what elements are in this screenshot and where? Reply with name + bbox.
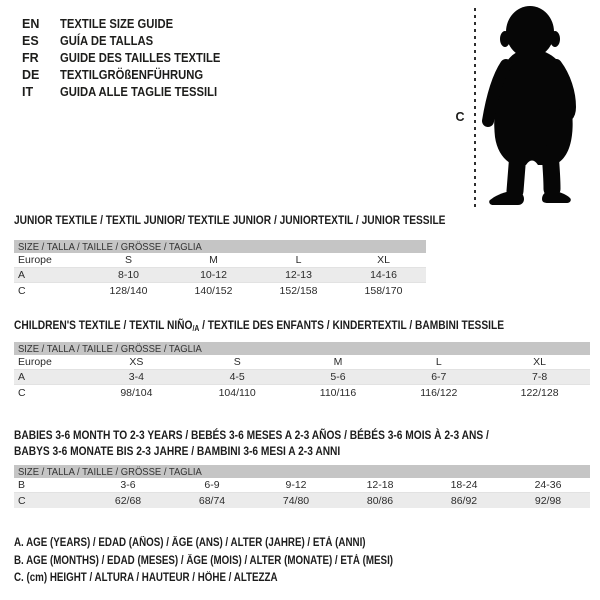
table-cell: M	[333, 356, 343, 368]
table-cell: S	[233, 356, 241, 368]
size-header-bar	[14, 240, 426, 253]
table-cell: 12-13	[285, 269, 312, 281]
table-cell: 8-10	[117, 269, 139, 281]
table-title-text	[14, 318, 504, 334]
table-row-b	[14, 478, 590, 493]
table-title-text: BABYS 3-6 MONATE BIS 2-3 JAHRE / BAMBINI 3-6 MESI A 2-3 ANNI	[14, 444, 341, 458]
table-cell: B	[18, 479, 26, 491]
table-cell: 140/152	[194, 284, 233, 297]
table-cell: 7-8	[532, 371, 548, 383]
table-cell: C	[18, 284, 26, 297]
language-row-fr	[22, 49, 238, 66]
table-cell: C	[18, 386, 26, 399]
section-babies	[14, 427, 590, 508]
table-cell: XL	[377, 254, 390, 266]
table-cell: S	[124, 254, 132, 266]
table-cell: 68/74	[198, 494, 226, 507]
table-cell: 10-12	[200, 269, 227, 281]
table-cell: 152/158	[279, 284, 318, 297]
footnote-c	[14, 570, 460, 588]
footnote-text: C. (cm) HEIGHT / ALTURA / HAUTEUR / HÖHE / ALTEZZA	[14, 572, 278, 584]
language-label: GUIDE DES TAILLES TEXTILE	[60, 50, 221, 65]
table-row-a	[14, 370, 590, 385]
table-cell: 98/104	[120, 386, 153, 399]
table-cell: 3-4	[128, 371, 144, 383]
children-table	[14, 342, 590, 400]
table-title-babies-line2	[14, 443, 590, 459]
table-cell: L	[295, 254, 302, 266]
table-row-c	[14, 283, 426, 298]
footnote-b	[14, 553, 460, 571]
title-suffix: / TEXTILE DES ENFANTS / KINDERTEXTIL / BAMBINI TESSILE	[199, 318, 504, 332]
table-cell: 110/116	[319, 386, 357, 399]
size-header-bar	[14, 342, 590, 355]
table-cell: 6-9	[204, 479, 220, 491]
table-cell: XS	[129, 356, 144, 368]
table-row-europe	[14, 355, 590, 370]
table-title-text: BABIES 3-6 MONTH TO 2-3 YEARS / BEBÉS 3-6 MESES A 2-3 AÑOS / BÉBÉS 3-6 MOIS À 2-3 ANS /	[14, 428, 489, 442]
size-header-bar	[14, 465, 590, 478]
table-row-c	[14, 493, 590, 508]
table-row-a	[14, 268, 426, 283]
size-header-text: SIZE / TALLA / TAILLE / GRÖSSE / TAGLIA	[18, 240, 202, 253]
footnote-text: A. AGE (YEARS) / EDAD (AÑOS) / ÂGE (ANS) / ALTER (JAHRE) / ETÀ (ANNI)	[14, 537, 366, 549]
table-cell: 74/80	[282, 494, 310, 507]
table-cell: 92/98	[534, 494, 562, 507]
language-code: IT	[22, 84, 34, 99]
language-label: GUÍA DE TALLAS	[60, 33, 154, 48]
table-cell: 122/128	[520, 386, 559, 399]
table-cell: M	[209, 254, 218, 266]
language-list	[22, 15, 238, 100]
table-cell: 128/140	[109, 284, 148, 297]
title-subscript: /A	[192, 324, 200, 333]
footnotes	[14, 535, 460, 588]
language-row-en	[22, 15, 238, 32]
junior-table	[14, 240, 426, 298]
table-title-text: JUNIOR TEXTILE / TEXTIL JUNIOR/ TEXTILE JUNIOR / JUNIORTEXTIL / JUNIOR TESSILE	[14, 213, 446, 227]
table-cell: A	[18, 371, 26, 383]
table-title-babies-line1	[14, 427, 590, 443]
table-row-c	[14, 385, 590, 400]
title-prefix: CHILDREN'S TEXTILE / TEXTIL NIÑO	[14, 318, 193, 332]
table-cell: 3-6	[120, 479, 136, 491]
babies-table	[14, 465, 590, 508]
table-cell: 62/68	[114, 494, 142, 507]
language-row-es	[22, 32, 238, 49]
table-row-europe	[14, 253, 426, 268]
language-label: TEXTILGRÖßENFÜHRUNG	[60, 67, 204, 82]
table-cell: 86/92	[450, 494, 478, 507]
table-cell: A	[18, 269, 26, 281]
table-cell: 24-36	[534, 479, 562, 491]
footnote-a	[14, 535, 460, 553]
table-title-children	[14, 318, 590, 332]
table-cell: Europe	[18, 356, 52, 368]
height-label-c: C	[455, 110, 465, 124]
table-cell: Europe	[18, 254, 52, 266]
baby-silhouette	[482, 5, 594, 209]
table-cell: 5-6	[330, 371, 346, 383]
language-code: DE	[22, 67, 40, 82]
table-cell: 116/122	[420, 386, 458, 399]
table-cell: 6-7	[431, 371, 447, 383]
language-code: FR	[22, 50, 39, 65]
table-cell: 14-16	[370, 269, 397, 281]
language-row-it	[22, 83, 238, 100]
section-children	[14, 318, 590, 400]
language-code: EN	[22, 16, 40, 31]
height-dashed-line	[474, 8, 476, 210]
section-junior	[14, 213, 446, 298]
size-header-text: SIZE / TALLA / TAILLE / GRÖSSE / TAGLIA	[18, 465, 202, 478]
table-cell: 158/170	[364, 284, 403, 297]
table-cell: 12-18	[366, 479, 394, 491]
table-cell: 4-5	[229, 371, 245, 383]
language-label: GUIDA ALLE TAGLIE TESSILI	[60, 84, 218, 99]
table-cell: 18-24	[450, 479, 478, 491]
table-cell: XL	[533, 356, 547, 368]
language-code: ES	[22, 33, 39, 48]
language-label: TEXTILE SIZE GUIDE	[60, 16, 174, 31]
table-cell: 9-12	[285, 479, 307, 491]
table-title-junior	[14, 213, 446, 227]
table-cell: 104/110	[218, 386, 256, 399]
language-row-de	[22, 66, 238, 83]
size-header-text: SIZE / TALLA / TAILLE / GRÖSSE / TAGLIA	[18, 342, 202, 355]
table-cell: L	[435, 356, 442, 368]
footnote-text: B. AGE (MONTHS) / EDAD (MESES) / ÂGE (MOIS) / ALTER (MONATE) / ETÀ (MESI)	[14, 554, 394, 567]
table-cell: C	[18, 494, 26, 507]
table-cell: 80/86	[366, 494, 394, 507]
